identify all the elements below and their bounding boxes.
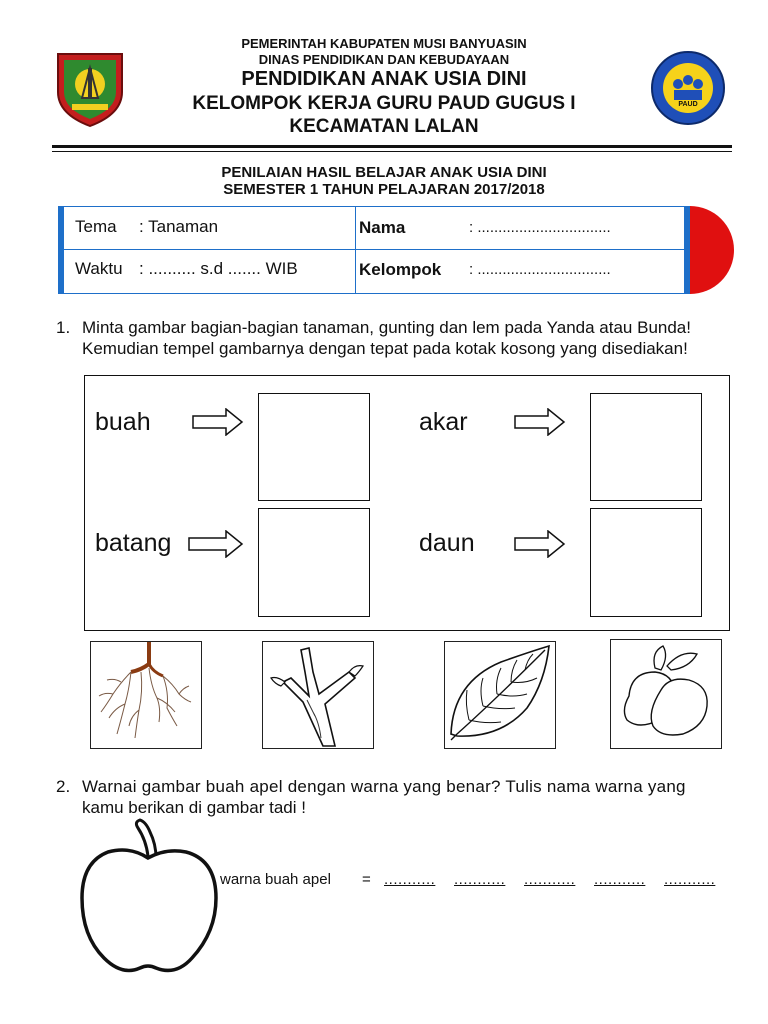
arrow-right-icon bbox=[188, 530, 244, 558]
arrow-right-icon bbox=[514, 530, 566, 558]
tema-value: : Tanaman bbox=[139, 217, 219, 236]
answer-blank-5[interactable]: ........... bbox=[664, 871, 716, 888]
tema-label: Tema bbox=[75, 217, 117, 236]
info-row-divider bbox=[59, 249, 689, 250]
akar-picture bbox=[90, 641, 202, 749]
question-2-line-2: kamu berikan di gambar tadi ! bbox=[82, 798, 306, 817]
nama-label: Nama bbox=[359, 218, 406, 237]
kelompok-label: Kelompok bbox=[359, 260, 442, 279]
equals-sign: = bbox=[362, 871, 371, 888]
paste-box-daun[interactable] bbox=[590, 508, 702, 617]
waktu-label: Waktu bbox=[75, 259, 123, 278]
paste-box-akar[interactable] bbox=[590, 393, 702, 501]
question-2-line-1: Warnai gambar buah apel dengan warna yang benar? Tulis nama warna yang bbox=[82, 777, 686, 796]
question-1-number: 1. bbox=[56, 318, 71, 337]
info-col-divider bbox=[355, 207, 356, 293]
assessment-title: PENILAIAN HASIL BELAJAR ANAK USIA DINI bbox=[221, 164, 547, 181]
word-batang: batang bbox=[95, 529, 172, 557]
question-1-line-2: Kemudian tempel gambarnya dengan tepat pada kotak kosong yang disediakan! bbox=[82, 339, 688, 358]
answer-blank-1[interactable]: ........... bbox=[384, 871, 436, 888]
waktu-value: : .......... s.d ....... WIB bbox=[139, 259, 298, 278]
buah-picture bbox=[610, 639, 722, 749]
red-half-circle bbox=[690, 206, 734, 294]
daun-picture bbox=[444, 641, 556, 749]
header-line-2: DINAS PENDIDIKAN DAN KEBUDAYAAN bbox=[258, 52, 510, 67]
paste-box-buah[interactable] bbox=[258, 393, 370, 501]
word-daun: daun bbox=[419, 529, 475, 557]
header-line-3: PENDIDIKAN ANAK USIA DINI bbox=[241, 68, 527, 90]
paud-logo-text: PAUD bbox=[678, 101, 698, 108]
header-divider bbox=[52, 145, 732, 148]
header-divider-thin bbox=[52, 151, 732, 152]
semester-title: SEMESTER 1 TAHUN PELAJARAN 2017/2018 bbox=[223, 181, 545, 198]
header-line-5: KECAMATAN LALAN bbox=[289, 116, 479, 137]
answer-blank-4[interactable]: ........... bbox=[594, 871, 646, 888]
student-info-box bbox=[58, 206, 690, 294]
paste-box-batang[interactable] bbox=[258, 508, 370, 617]
header-line-4: KELOMPOK KERJA GURU PAUD GUGUS I bbox=[192, 93, 576, 114]
apple-outline[interactable] bbox=[78, 818, 220, 978]
kelompok-field[interactable]: : ................................ bbox=[469, 261, 611, 278]
answer-blank-3[interactable]: ........... bbox=[524, 871, 576, 888]
word-buah: buah bbox=[95, 408, 151, 436]
info-right-bar bbox=[684, 206, 690, 294]
question-1-line-1: Minta gambar bagian-bagian tanaman, gunting dan lem pada Yanda atau Bunda! bbox=[82, 318, 691, 337]
answer-blank-2[interactable]: ........... bbox=[454, 871, 506, 888]
arrow-right-icon bbox=[514, 408, 566, 436]
batang-picture bbox=[262, 641, 374, 749]
arrow-right-icon bbox=[192, 408, 244, 436]
question-2-number: 2. bbox=[56, 777, 71, 796]
nama-field[interactable]: : ................................ bbox=[469, 219, 611, 236]
header-line-1: PEMERINTAH KABUPATEN MUSI BANYUASIN bbox=[241, 36, 527, 51]
word-akar: akar bbox=[419, 408, 468, 436]
answer-label: warna buah apel bbox=[220, 871, 331, 888]
info-left-bar bbox=[58, 206, 64, 294]
